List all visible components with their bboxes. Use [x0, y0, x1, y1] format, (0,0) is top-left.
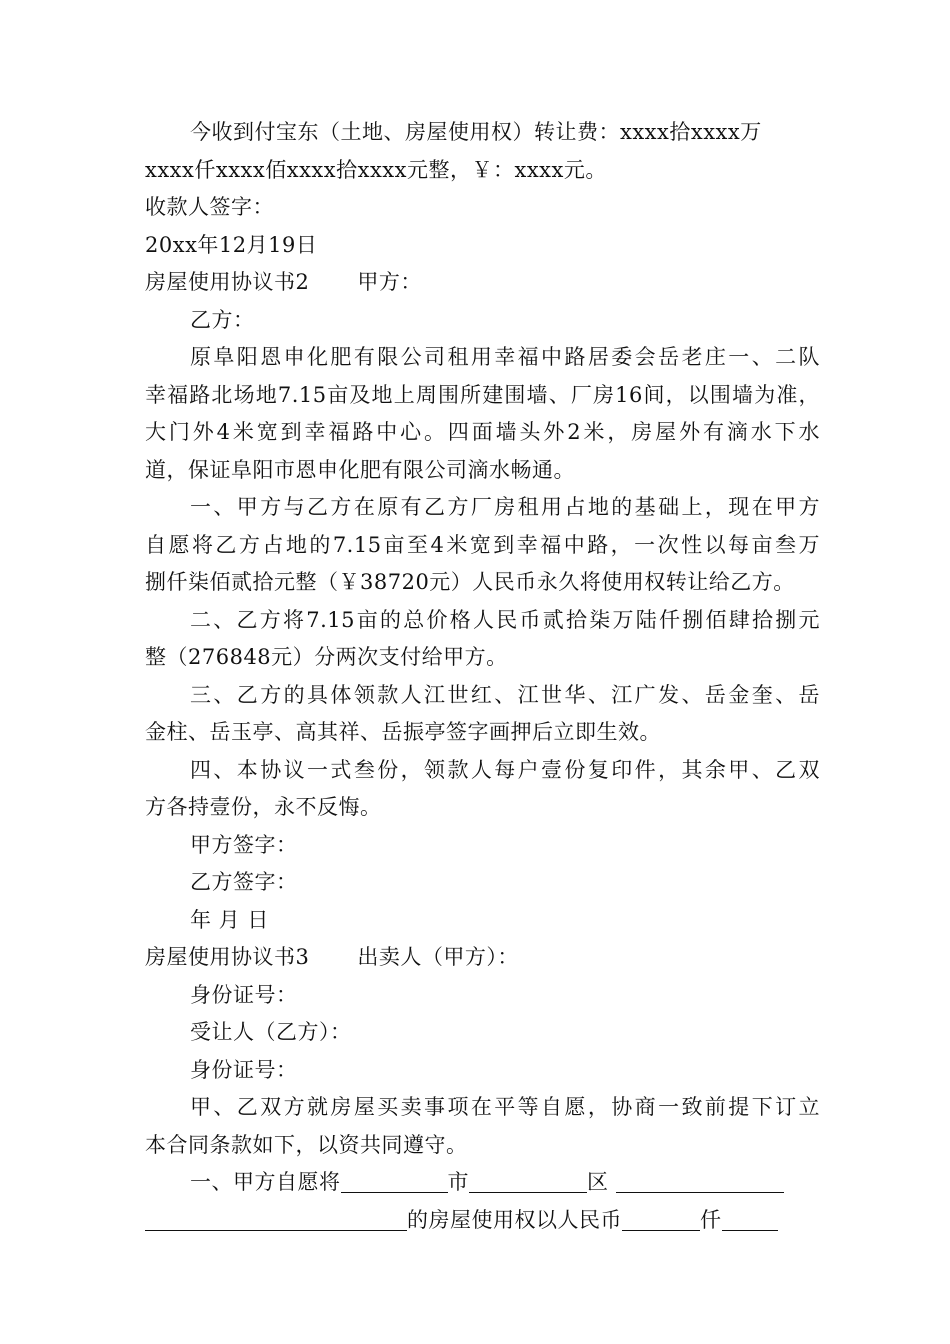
intro-line: 原阜阳恩申化肥有限公司租用幸福中路居委会岳老庄一、二队 — [190, 345, 820, 369]
clause-3-1-line-1 — [145, 1164, 820, 1202]
agreement-2-heading — [145, 264, 820, 302]
agreement-2-date: 年 月 日 — [190, 907, 269, 932]
agreement-3-heading — [145, 939, 820, 977]
agreement-3-title: 房屋使用协议书3 — [145, 945, 310, 969]
clause-text: 仟 — [700, 1207, 722, 1232]
clause-3-line: 金柱、岳玉亭、高其祥、岳振亭签字画押后立即生效。 — [145, 720, 661, 744]
document-page — [145, 114, 820, 1239]
clause-text: 区 — [587, 1170, 609, 1194]
preamble-line: 甲、乙双方就房屋买卖事项在平等自愿，协商一致前提下订立 — [190, 1095, 820, 1119]
party-a-label: 甲方： — [357, 270, 422, 294]
buyer-id-label: 身份证号： — [190, 1057, 298, 1082]
payee-signature: 收款人签字： — [145, 195, 274, 219]
party-b-signature: 乙方签字： — [190, 870, 298, 894]
receipt-date: 20xx年12月19日 — [145, 232, 318, 257]
intro-line: 幸福路北场地7.15亩及地上周围所建围墙、厂房16间，以围墙为准， — [145, 382, 820, 407]
receipt-line-1: 今收到付宝东（土地、房屋使用权）转让费：xxxx拾xxxx万 — [190, 120, 762, 144]
clause-3-line: 三、乙方的具体领款人江世红、江世华、江广发、岳金奎、岳 — [190, 682, 820, 707]
clause-1-line: 捌仟柒佰贰拾元整（￥38720元）人民币永久将使用权转让给乙方。 — [145, 570, 795, 594]
intro-line: 大门外4米宽到幸福路中心。四面墙头外2米，房屋外有滴水下水 — [145, 420, 820, 444]
amount-blank — [722, 1206, 778, 1231]
party-a-signature: 甲方签字： — [190, 832, 298, 857]
preamble-line: 本合同条款如下，以资共同遵守。 — [145, 1132, 468, 1157]
clause-4-line: 方各持壹份，永不反悔。 — [145, 795, 382, 819]
clause-text: 市 — [447, 1170, 469, 1194]
address-blank — [616, 1168, 784, 1193]
clause-2-line: 整（276848元）分两次支付给甲方。 — [145, 645, 508, 669]
clause-text: 一、甲方自愿将 — [190, 1170, 341, 1194]
city-blank — [341, 1168, 448, 1193]
buyer-label: 受让人（乙方）： — [190, 1020, 352, 1044]
district-blank — [469, 1168, 587, 1193]
amount-blank — [622, 1206, 700, 1231]
clause-1-line: 自愿将乙方占地的7.15亩至4米宽到幸福中路，一次性以每亩叁万 — [145, 532, 820, 557]
intro-line: 道，保证阜阳市恩申化肥有限公司滴水畅通。 — [145, 457, 575, 482]
agreement-2-title: 房屋使用协议书2 — [145, 270, 310, 294]
clause-2-line: 二、乙方将7.15亩的总价格人民币贰拾柒万陆仟捌佰肆拾捌元 — [190, 607, 820, 632]
clause-1-line: 一、甲方与乙方在原有乙方厂房租用占地的基础上，现在甲方 — [190, 495, 820, 519]
seller-id-label: 身份证号： — [190, 982, 298, 1007]
seller-label: 出卖人（甲方）： — [357, 945, 519, 969]
clause-text: 的房屋使用权以人民币 — [407, 1207, 622, 1232]
clause-3-1-line-2 — [145, 1202, 820, 1240]
clause-4-line: 四、本协议一式叁份，领款人每户壹份复印件，其余甲、乙双 — [190, 757, 820, 782]
receipt-line-2: xxxx仟xxxx佰xxxx拾xxxx元整，￥：xxxx元。 — [145, 157, 607, 182]
party-b-label: 乙方： — [190, 307, 255, 332]
address-continued-blank — [145, 1206, 407, 1231]
